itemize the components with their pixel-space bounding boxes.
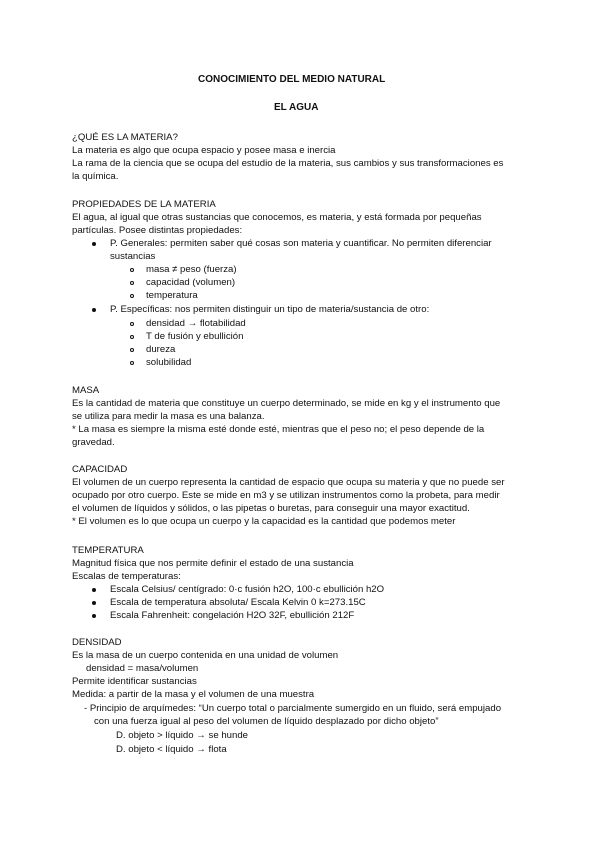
circle-bullet-icon (130, 361, 134, 365)
densidad-formula: densidad = masa/volumen (86, 663, 199, 674)
densidad-text: Es la masa de un cuerpo contenida en una unidad de volumen (72, 650, 339, 661)
masa-text: Es la cantidad de materia que constituye un cuerpo determinado, se mide en kg y el instrumento que (72, 398, 501, 409)
masa-text: gravedad. (72, 437, 115, 448)
list-item: D. objeto < líquido → flota (116, 744, 227, 755)
materia-text: la química. (72, 171, 119, 182)
propiedades-especificas: P. Específicas: nos permiten distinguir un tipo de materia/sustancia de otro: (110, 304, 430, 315)
capacidad-text: ocupado por otro cuerpo. Este se mide en m3 y se utilizan instrumentos como la probeta, para medir (72, 490, 500, 501)
list-item: masa ≠ peso (fuerza) (146, 264, 237, 275)
capacidad-text: El volumen de un cuerpo representa la cantidad de espacio que ocupa su materia y que no puede ser (72, 477, 505, 488)
list-item: capacidad (volumen) (146, 277, 236, 288)
list-item: Escala de temperatura absoluta/ Escala Kelvin 0 k=273.15C (110, 597, 366, 608)
masa-heading: MASA (72, 385, 100, 396)
propiedades-heading: PROPIEDADES DE LA MATERIA (72, 199, 216, 210)
materia-text: La materia es algo que ocupa espacio y posee masa e inercia (72, 145, 336, 156)
propiedades-text: partículas. Posee distintas propiedades: (72, 225, 243, 236)
bullet-icon (92, 614, 96, 618)
densidad-text: Medida: a partir de la masa y el volumen de una muestra (72, 689, 315, 700)
temperatura-text: Escalas de temperaturas: (72, 571, 181, 582)
bullet-icon (92, 588, 96, 592)
masa-text: se utiliza para medir la masa es una balanza. (72, 411, 265, 422)
arquimedes-principle: con una fuerza igual al peso del volumen de líquido desplazado por dicho objeto” (94, 716, 439, 727)
document-subtitle: EL AGUA (274, 102, 319, 113)
propiedades-generales: P. Generales: permiten saber qué cosas son materia y cuantificar. No permiten diferenciar (110, 238, 492, 249)
list-item: T de fusión y ebullición (146, 331, 244, 342)
densidad-heading: DENSIDAD (72, 637, 122, 648)
temperatura-text: Magnitud física que nos permite definir el estado de una sustancia (72, 558, 354, 569)
list-item: temperatura (146, 290, 198, 301)
materia-heading: ¿QUÉ ES LA MATERIA? (72, 132, 178, 143)
capacidad-text: * El volumen es lo que ocupa un cuerpo y la capacidad es la cantidad que podemos meter (72, 516, 456, 527)
propiedades-text: El agua, al igual que otras sustancias que conocemos, es materia, y está formada por pequeñas (72, 212, 482, 223)
list-item: Escala Fahrenheit: congelación H2O 32F, ebullición 212F (110, 610, 355, 621)
circle-bullet-icon (130, 348, 134, 352)
circle-bullet-icon (130, 281, 134, 285)
bullet-icon (92, 308, 96, 312)
temperatura-heading: TEMPERATURA (72, 545, 144, 556)
densidad-text: Permite identificar sustancias (72, 676, 197, 687)
list-item: dureza (146, 344, 176, 355)
circle-bullet-icon (130, 268, 134, 272)
masa-text: * La masa es siempre la misma esté donde esté, mientras que el peso no; el peso depende de la (72, 424, 485, 435)
list-item: D. objeto > líquido → se hunde (116, 730, 249, 741)
capacidad-heading: CAPACIDAD (72, 464, 128, 475)
list-item: densidad → flotabilidad (146, 318, 246, 329)
list-item: solubilidad (146, 357, 192, 368)
document-title: CONOCIMIENTO DEL MEDIO NATURAL (198, 74, 386, 85)
capacidad-text: el volumen de líquidos y sólidos, o las pipetas o buretas, para conseguir una mayor exactitud. (72, 503, 470, 514)
bullet-icon (92, 601, 96, 605)
circle-bullet-icon (130, 335, 134, 339)
propiedades-generales: sustancias (110, 251, 156, 262)
bullet-icon (92, 242, 96, 246)
materia-text: La rama de la ciencia que se ocupa del estudio de la materia, sus cambios y sus transformaciones es (72, 158, 504, 169)
list-item: Escala Celsius/ centígrado: 0·c fusión h2O, 100·c ebullición h2O (110, 584, 385, 595)
circle-bullet-icon (130, 322, 134, 326)
arquimedes-principle: - Principio de arquímedes: “Un cuerpo total o parcialmente sumergido en un fluido, será empujado (84, 703, 502, 714)
circle-bullet-icon (130, 294, 134, 298)
